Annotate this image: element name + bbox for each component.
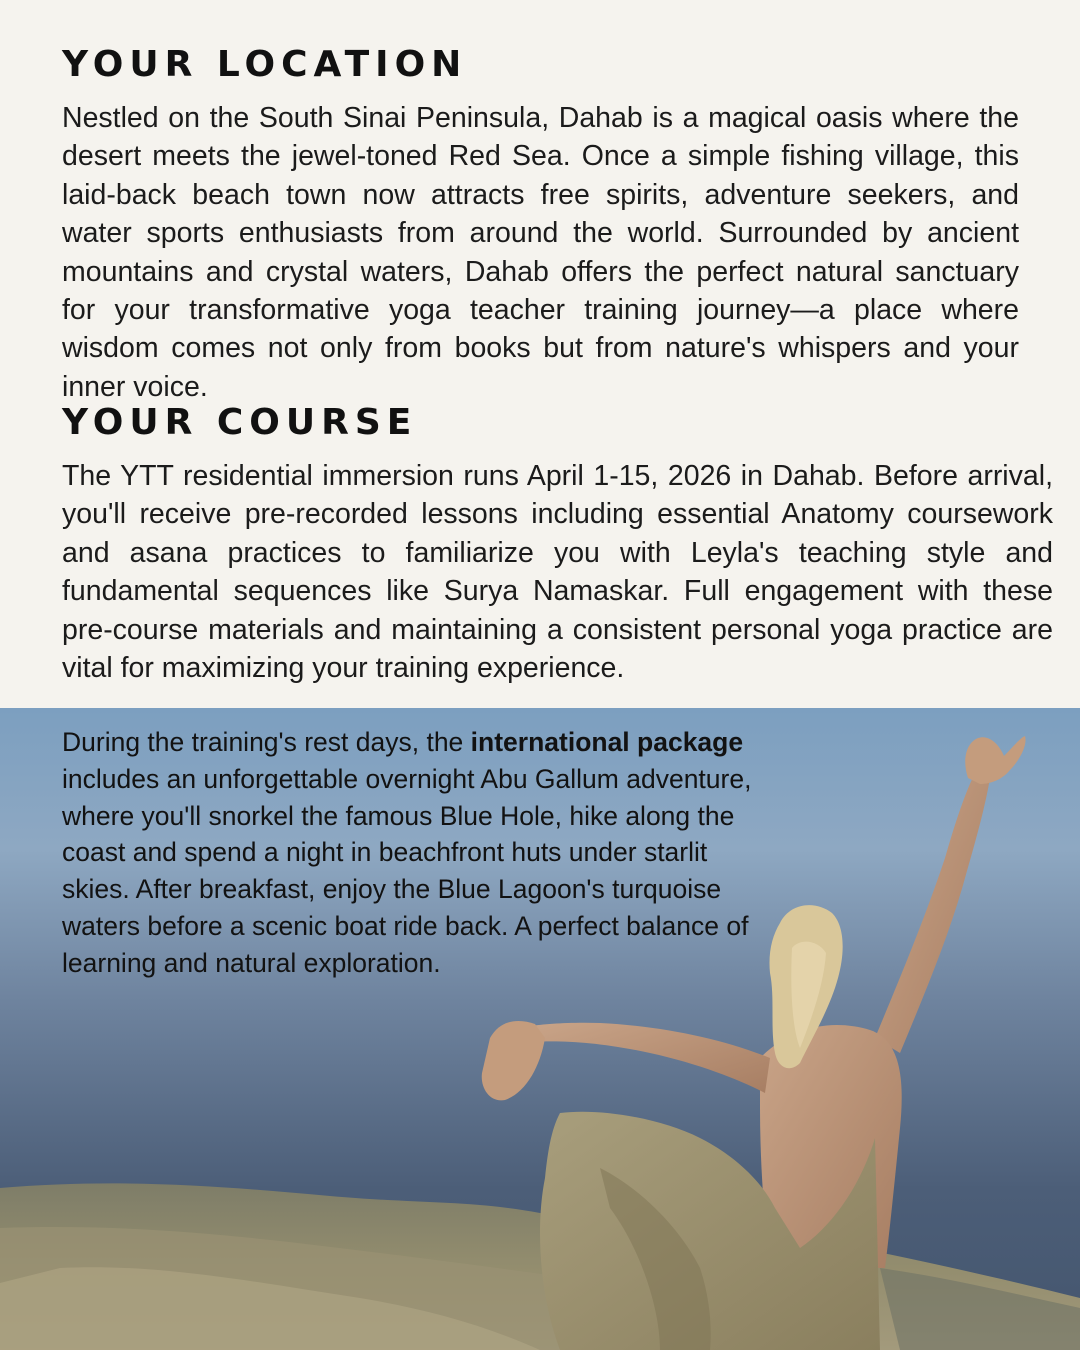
location-heading: YOUR LOCATION xyxy=(62,44,468,85)
course-paragraph: The YTT residential immersion runs April 1-15, 2026 in Dahab. Before arrival, you'll receive pre-recorded lessons including essential Anatomy coursework and asana practices to familiarize you with Leyla's teaching style and fundamental sequences like Surya Namaskar. Full engagement with these pre-course materials and maintaining a consistent personal yoga practice are vital for maximizing your training experience. xyxy=(62,460,1053,685)
rest-days-paragraph xyxy=(62,724,762,982)
international-package-highlight: international package xyxy=(470,727,744,757)
course-heading: YOUR COURSE xyxy=(62,402,418,443)
rest-days-body: includes an unforgettable overnight Abu Gallum adventure, where you'll snorkel the famous Blue Hole, hike along the coast and spend a night in beachfront huts under starlit skies. After breakfast, enjoy the Blue Lagoon's turquoise waters before a scenic boat ride back. A perfect balance of learning and natural exploration. xyxy=(62,763,752,978)
rest-days-intro: During the training's rest days, the xyxy=(62,727,471,757)
location-paragraph: Nestled on the South Sinai Peninsula, Dahab is a magical oasis where the desert meets the jewel-toned Red Sea. Once a simple fishing village, this laid-back beach town now attracts free spirits, adventure seekers, and water sports enthusiasts from around the world. Surrounded by ancient mountains and crystal waters, Dahab offers the perfect natural sanctuary for your transformative yoga teacher training journey—a place where wisdom comes not only from books but from nature's whispers and your inner voice. xyxy=(62,102,1019,403)
